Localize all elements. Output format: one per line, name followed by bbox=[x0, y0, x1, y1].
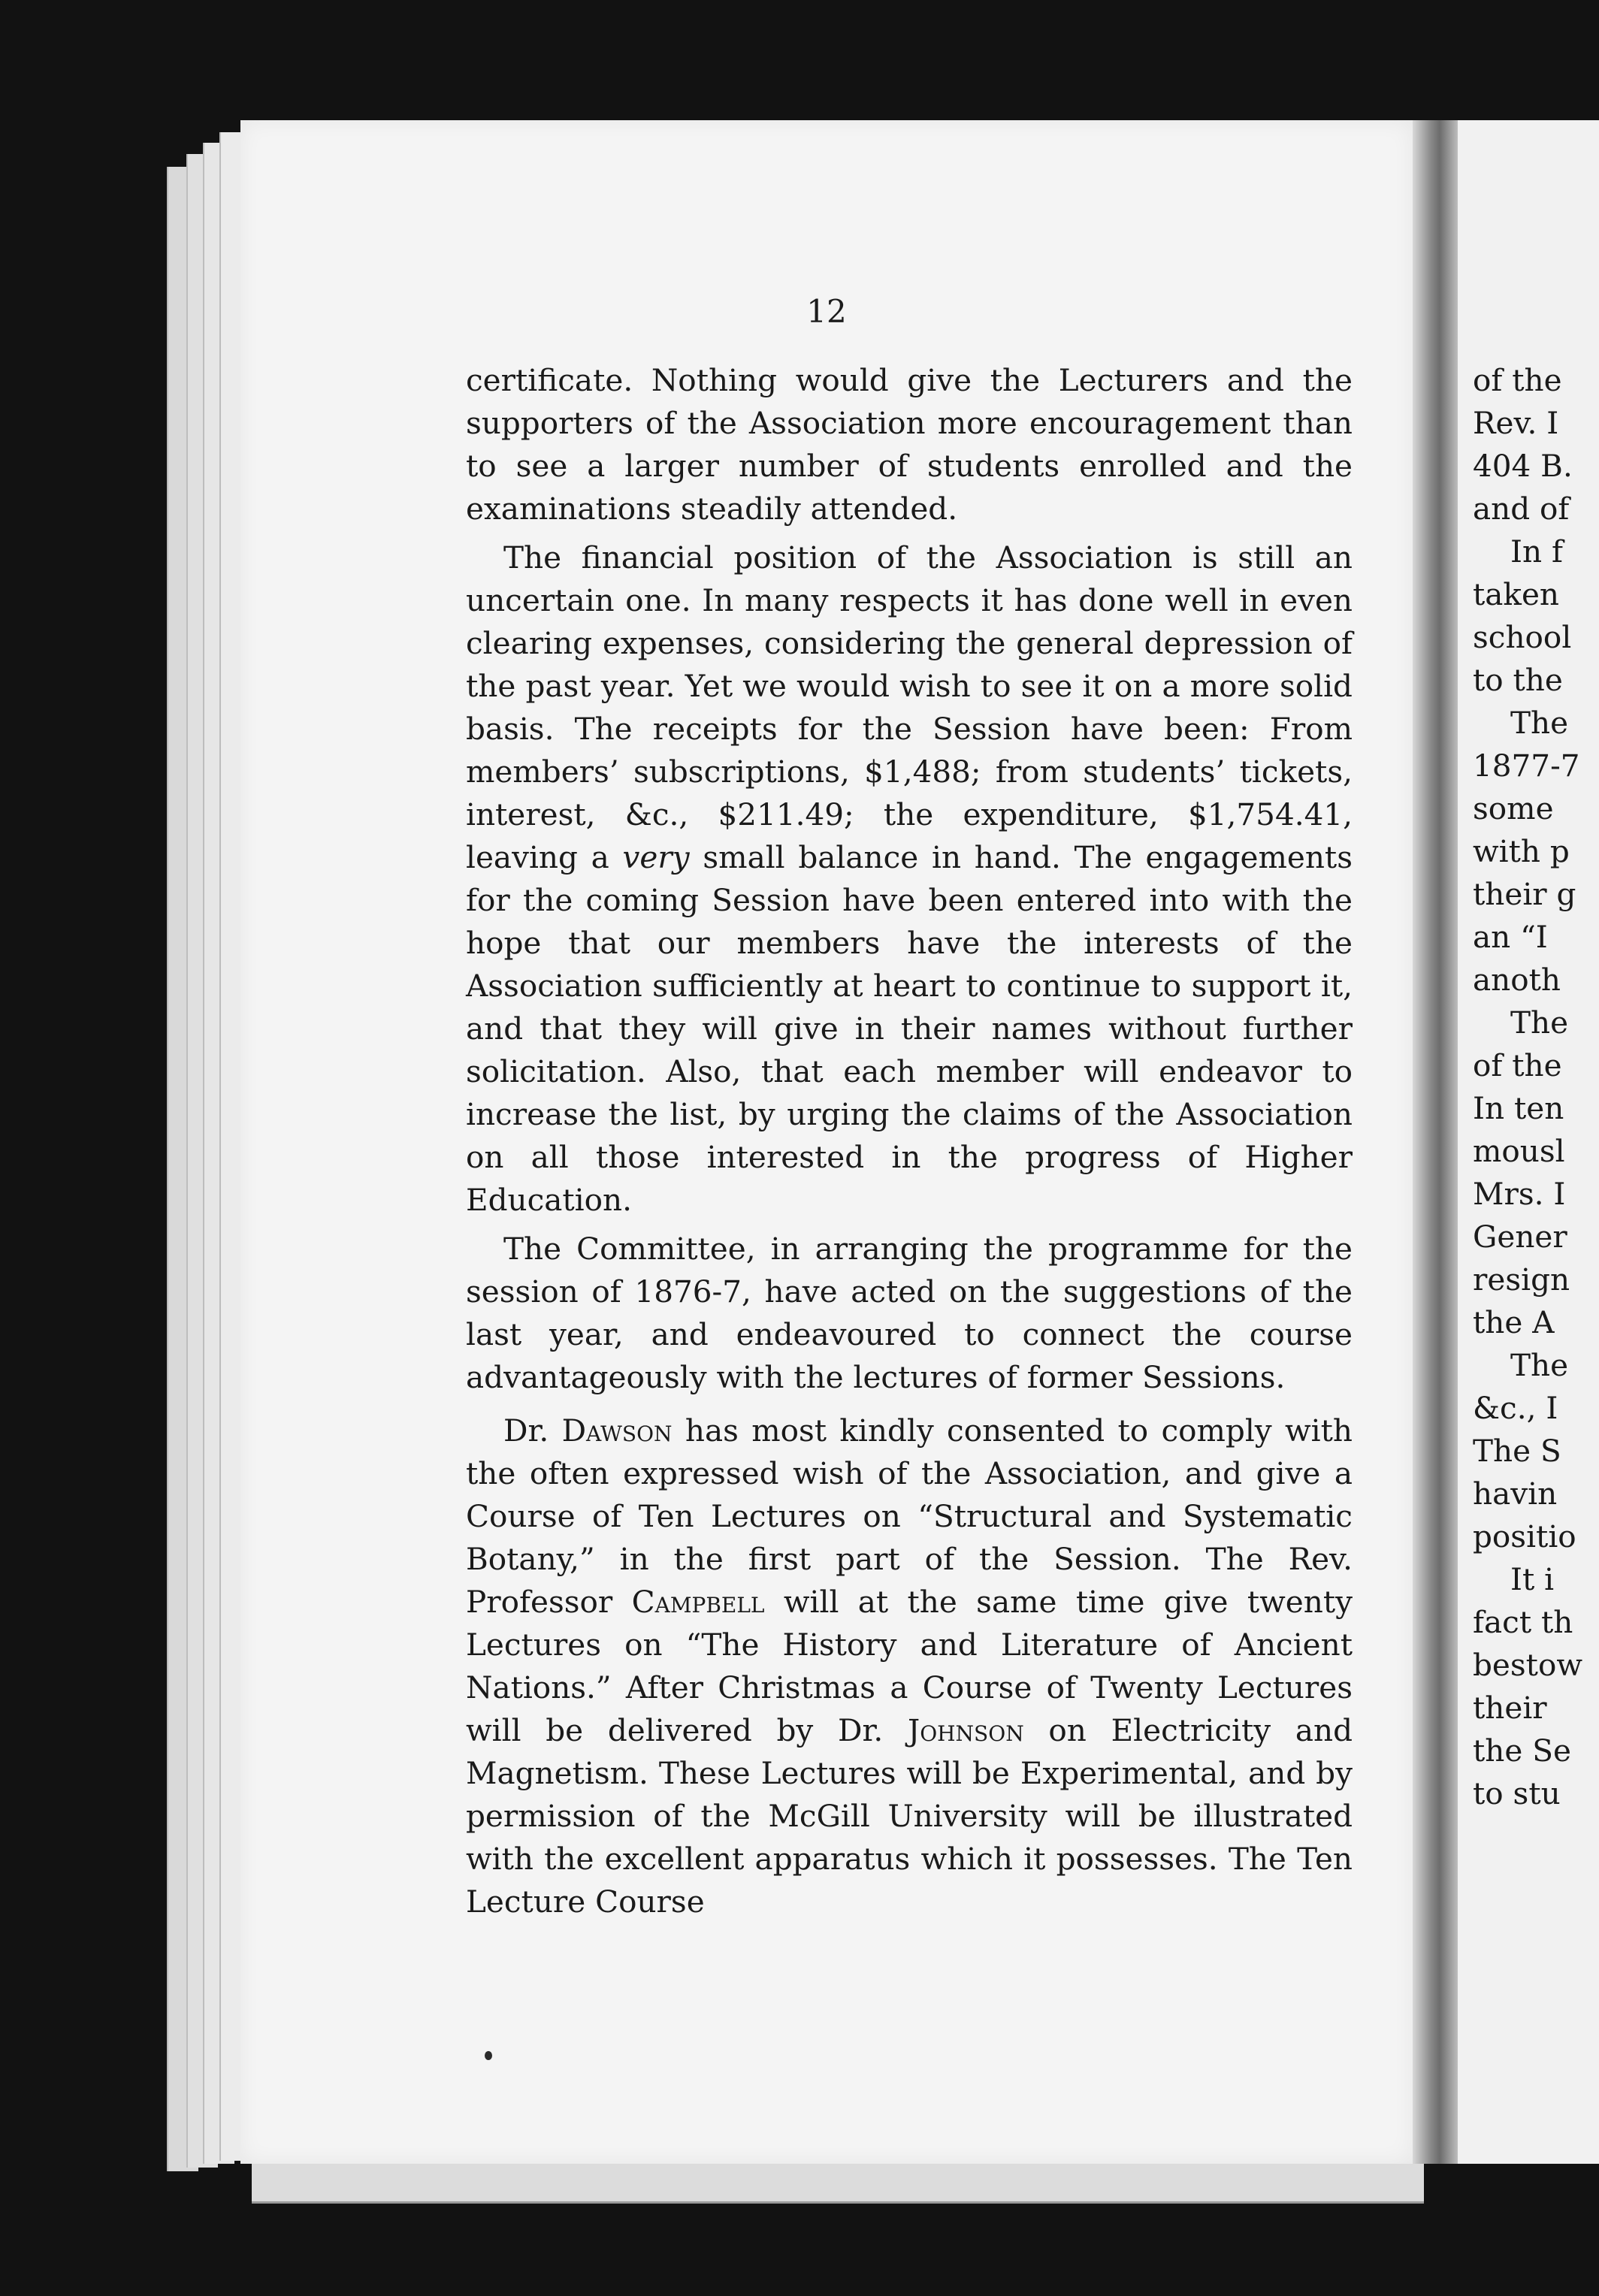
facing-line: havin bbox=[1473, 1476, 1558, 1512]
paragraph-1: certificate. Nothing would give the Lecturers and the supporters of the Association more encouragement than to see a larger number of students enrolled and the examinations steadily attended. bbox=[466, 362, 1353, 527]
facing-line: positio bbox=[1473, 1518, 1576, 1554]
lecturer-name-campbell: Campbell bbox=[631, 1584, 765, 1620]
paragraph-2-start: The financial position of the Association is still an uncertain one. In many respects it has done well in even clearing expenses, considering the general depression of the past year. Yet we would wish to see it on a more solid basis. The receipts for the Session have been: From members’ subscriptions, $1,488; from students’ tickets, interest, &c., $211.49; the expenditure, $1,754.41, leaving a bbox=[466, 539, 1353, 875]
paragraph-4-part-1: Dr. bbox=[503, 1412, 562, 1449]
facing-line: Mrs. I bbox=[1473, 1176, 1566, 1212]
facing-page-text bbox=[1473, 359, 1582, 1815]
emphasized-word: very bbox=[622, 839, 690, 875]
facing-line: taken bbox=[1473, 576, 1560, 612]
facing-line: 404 B. bbox=[1473, 448, 1573, 484]
facing-line: bestow bbox=[1473, 1647, 1583, 1683]
facing-line: and of bbox=[1473, 491, 1570, 527]
facing-line: The bbox=[1510, 1347, 1569, 1383]
facing-line: The S bbox=[1473, 1433, 1561, 1469]
lecturer-name-johnson: Johnson bbox=[907, 1712, 1024, 1748]
facing-line: with p bbox=[1473, 833, 1570, 869]
facing-line: In f bbox=[1510, 533, 1563, 569]
page-number: 12 bbox=[806, 293, 847, 330]
facing-line: fact th bbox=[1473, 1604, 1573, 1640]
lecturer-name-dawson: Dawson bbox=[561, 1412, 673, 1449]
paragraph-4-part-2: has most kindly consented to comply with the often expressed wish of the Association, and give a Course of Ten Lectures on “Structural and Systematic Botany,” in the first part of the Session. The Rev. Professor bbox=[466, 1412, 1353, 1620]
ink-speck bbox=[485, 2051, 492, 2060]
book-gutter bbox=[1413, 120, 1458, 2164]
paragraph-3: The Committee, in arranging the programme for the session of 1876-7, have acted on the suggestions of the last year, and endeavoured to connect the course advantageously with the lectures of former Sessions. bbox=[466, 1231, 1353, 1395]
left-page bbox=[240, 120, 1413, 2164]
facing-line: to stu bbox=[1473, 1775, 1561, 1811]
facing-line: of the bbox=[1473, 1047, 1562, 1083]
facing-line: anoth bbox=[1473, 962, 1561, 998]
paragraph-4 bbox=[466, 1409, 1353, 1923]
facing-line: The bbox=[1510, 1005, 1569, 1041]
right-page bbox=[1458, 120, 1599, 2164]
facing-line: an “I bbox=[1473, 919, 1548, 955]
facing-line: school bbox=[1473, 619, 1572, 655]
facing-line: mousl bbox=[1473, 1133, 1565, 1169]
facing-line: resign bbox=[1473, 1261, 1570, 1298]
facing-line: The bbox=[1510, 705, 1569, 741]
paragraph-2-end: small balance in hand. The engagements for the coming Session have been entered into with the hope that our members have the interests of the Association sufficiently at heart to continue to support it, and that they will give in their names without further solicitation. Also, that each member will endeavor to increase the list, by urging the claims of the Association on all those interested in the progress of Higher Education. bbox=[466, 839, 1353, 1218]
facing-line: the Se bbox=[1473, 1733, 1571, 1769]
facing-line: 1877-7 bbox=[1473, 748, 1580, 784]
facing-line: the A bbox=[1473, 1304, 1555, 1340]
facing-line: of the bbox=[1473, 362, 1562, 398]
body-text bbox=[466, 359, 1353, 1929]
facing-line: some bbox=[1473, 790, 1554, 826]
facing-line: Rev. I bbox=[1473, 405, 1559, 441]
facing-line: their g bbox=[1473, 876, 1576, 912]
paragraph-4-part-3: will at the same time give twenty Lectures on “The History and Literature of Ancient Nations.” After Christmas a Course of Twenty Lectures will be delivered by Dr. bbox=[466, 1584, 1353, 1748]
paragraph-2 bbox=[466, 536, 1353, 1222]
facing-line: their bbox=[1473, 1690, 1547, 1726]
facing-line: Gener bbox=[1473, 1219, 1567, 1255]
facing-line: to the bbox=[1473, 662, 1563, 698]
facing-line: It i bbox=[1510, 1561, 1555, 1597]
facing-line: &c., I bbox=[1473, 1390, 1558, 1426]
facing-line: In ten bbox=[1473, 1090, 1564, 1126]
paragraph-4-part-4: on Electricity and Magnetism. These Lectures will be Experimental, and by permission of the McGill University will be illustrated with the excellent apparatus which it possesses. The Ten Lecture Course bbox=[466, 1712, 1353, 1920]
